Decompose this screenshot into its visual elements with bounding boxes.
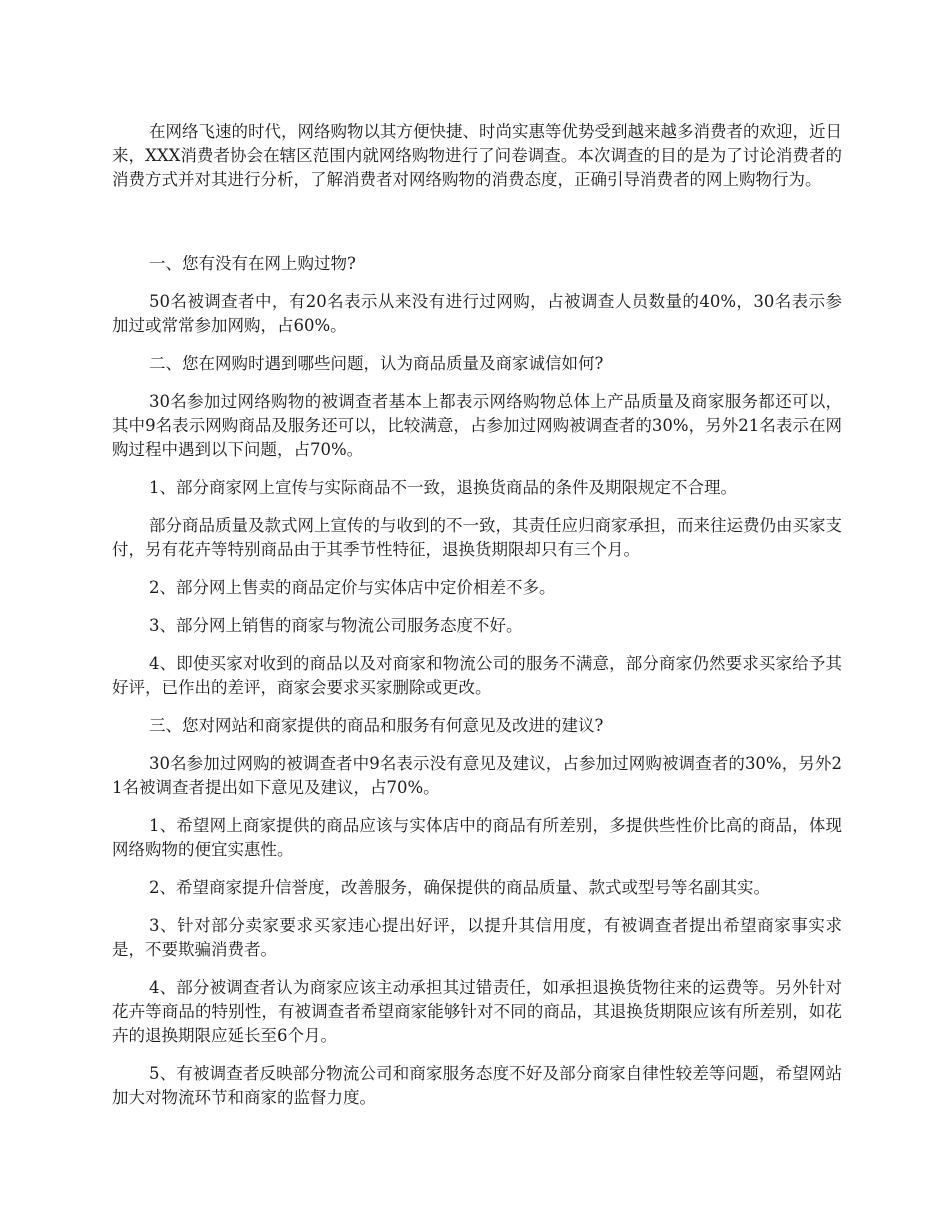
question-2-heading: 二、您在网购时遇到哪些问题，认为商品质量及商家诚信如何? (149, 354, 604, 373)
question-2-item: 1、部分商家网上宣传与实际商品不一致，退换货商品的条件及期限规定不合理。 (149, 478, 737, 497)
question-1-heading: 一、您有没有在网上购过物? (149, 254, 356, 273)
document-body (112, 120, 842, 1124)
question-2-item: 3、部分网上销售的商家与物流公司服务态度不好。 (149, 616, 523, 635)
question-3-answer: 30名参加过网购的被调查者中9名表示没有意见及建议，占参加过网购被调查者的30%，另外21名被调查者提出如下意见及建议，占70%。 (112, 754, 842, 797)
question-1-answer: 50名被调查者中，有20名表示从来没有进行过网购，占被调查人员数量的40%，30名表示参加过或常常参加网购，占60%。 (112, 292, 842, 335)
question-3-item: 3、针对部分卖家要求买家违心提出好评，以提升其信用度，有被调查者提出希望商家事实求是，不要欺骗消费者。 (112, 916, 842, 959)
question-3-item: 2、希望商家提升信誉度，改善服务，确保提供的商品质量、款式或型号等名副其实。 (149, 878, 770, 897)
question-2-answer: 30名参加过网络购物的被调查者基本上都表示网络购物总体上产品质量及商家服务都还可以，其中9名表示网购商品及服务还可以，比较满意，占参加过网购被调查者的30%，另外21名表示在网购过程中遇到以下问题，占70%。 (112, 392, 842, 459)
question-2-item: 部分商品质量及款式网上宣传的与收到的不一致，其责任应归商家承担，而来往运费仍由买家支付，另有花卉等特别商品由于其季节性特征，退换货期限却只有三个月。 (112, 516, 842, 559)
question-2-item: 2、部分网上售卖的商品定价与实体店中定价相差不多。 (149, 578, 556, 597)
question-3-item: 4、部分被调查者认为商家应该主动承担其过错责任，如承担退换货物往来的运费等。另外针对花卉等商品的特别性，有被调查者希望商家能够针对不同的商品，其退换货期限应该有所差别，如花卉的退换期限应延长至6个月。 (112, 978, 842, 1045)
question-3-heading: 三、您对网站和商家提供的商品和服务有何意见及改进的建议? (149, 716, 604, 735)
question-3-item: 5、有被调查者反映部分物流公司和商家服务态度不好及部分商家自律性较差等问题，希望网站加大对物流环节和商家的监督力度。 (112, 1064, 842, 1107)
intro-paragraph: 在网络飞速的时代，网络购物以其方便快捷、时尚实惠等优势受到越来越多消费者的欢迎，近日来，XXX消费者协会在辖区范围内就网络购物进行了问卷调查。本次调查的目的是为了讨论消费者的消费方式并对其进行分析，了解消费者对网络购物的消费态度，正确引导消费者的网上购物行为。 (112, 122, 842, 189)
question-2-item: 4、即使买家对收到的商品以及对商家和物流公司的服务不满意，部分商家仍然要求买家给予其好评，已作出的差评，商家会要求买家删除或更改。 (112, 654, 842, 697)
question-3-item: 1、希望网上商家提供的商品应该与实体店中的商品有所差别，多提供些性价比高的商品，体现网络购物的便宜实惠性。 (112, 816, 842, 859)
